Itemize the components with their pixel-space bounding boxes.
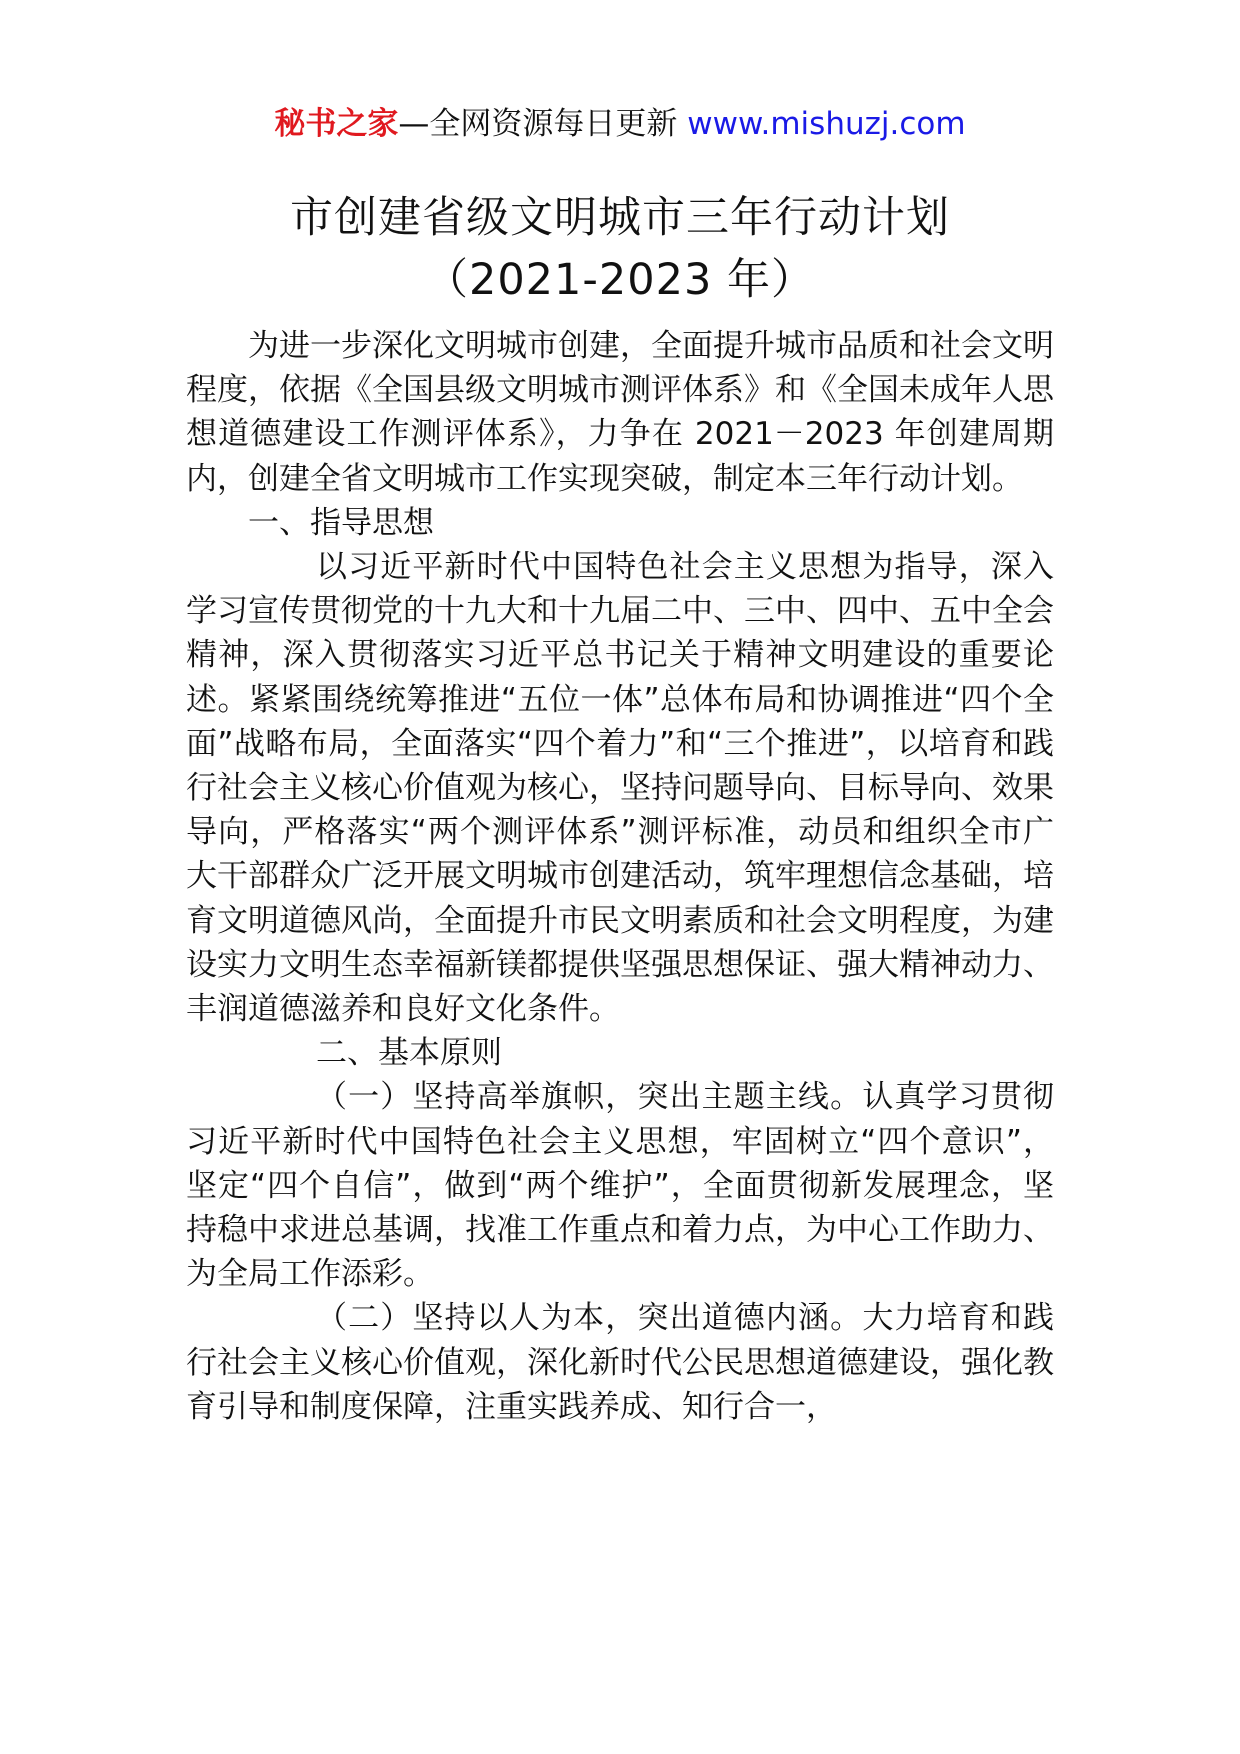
title-line-2: （2021-2023 年） [424, 255, 816, 305]
principle-2-paragraph: （二）坚持以人为本，突出道德内涵。大力培育和践行社会主义核心价值观，深化新时代公民思想道德建设，强化教育引导和制度保障，注重实践养成、知行合一， [186, 1300, 1054, 1425]
header-tagline: —全网资源每日更新 [398, 106, 688, 142]
title-line-1: 市创建省级文明城市三年行动计划 [290, 193, 950, 243]
document-title [0, 187, 1240, 311]
principle-1-paragraph: （一）坚持高举旗帜，突出主题主线。认真学习贯彻习近平新时代中国特色社会主义思想，牢固树立“四个意识”，坚定“四个自信”，做到“两个维护”，全面贯彻新发展理念，坚持稳中求进总基调，找准工作重点和着力点，为中心工作助力、为全局工作添彩。 [186, 1079, 1054, 1293]
site-header [0, 102, 1240, 146]
document-body [186, 324, 1054, 1429]
section-heading-guiding-ideology: 一、指导思想 [248, 504, 434, 541]
site-url-link[interactable]: www.mishuzj.com [687, 106, 966, 142]
guiding-ideology-paragraph: 以习近平新时代中国特色社会主义思想为指导，深入学习宣传贯彻党的十九大和十九届二中、三中、四中、五中全会精神，深入贯彻落实习近平总书记关于精神文明建设的重要论述。紧紧围绕统筹推进“五位一体”总体布局和协调推进“四个全面”战略布局，全面落实“四个着力”和“三个推进”，以培育和践行社会主义核心价值观为核心，坚持问题导向、目标导向、效果导向，严格落实“两个测评体系”测评标准，动员和组织全市广大干部群众广泛开展文明城市创建活动，筑牢理想信念基础，培育文明道德风尚，全面提升市民文明素质和社会文明程度，为建设实力文明生态幸福新镁都提供坚强思想保证、强大精神动力、丰润道德滋养和良好文化条件。 [186, 549, 1054, 1028]
intro-paragraph: 为进一步深化文明城市创建，全面提升城市品质和社会文明程度，依据《全国县级文明城市测评体系》和《全国未成年人思想道德建设工作测评体系》，力争在 2021－2023 年创建周期内，创建全省文明城市工作实现突破，制定本三年行动计划。 [186, 328, 1054, 497]
brand-name: 秘书之家 [274, 106, 399, 142]
section-heading-basic-principles: 二、基本原则 [316, 1035, 502, 1072]
